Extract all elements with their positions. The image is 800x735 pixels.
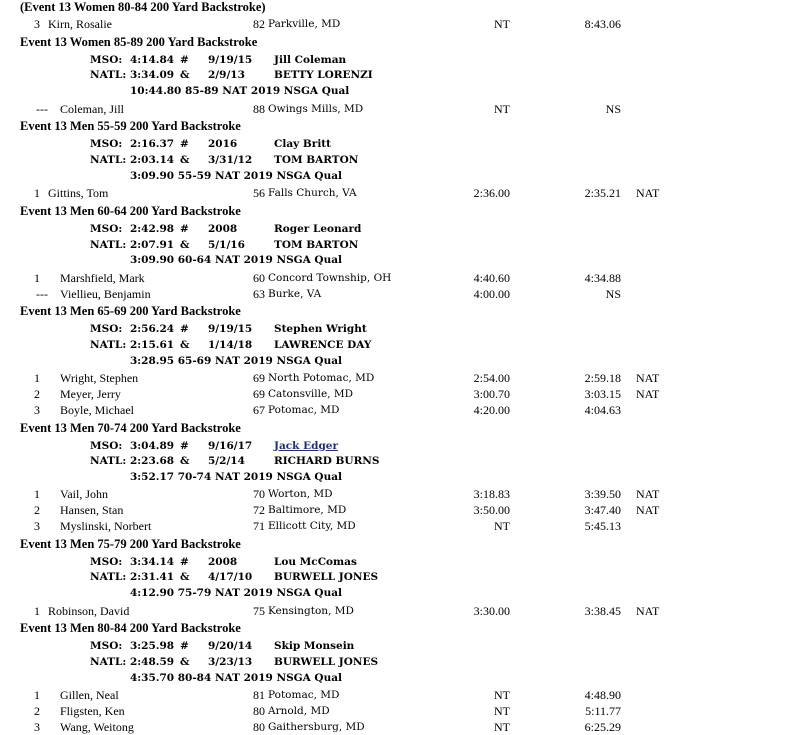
seed-time: NT (494, 719, 510, 734)
record-symbol: # (180, 53, 189, 66)
record-label: NATL: (90, 571, 127, 584)
qualifying-standard: 3:28.95 65-69 NAT 2019 NSGA Qual (130, 354, 342, 367)
entry-place: 3 (34, 17, 40, 31)
seed-time: NT (494, 17, 510, 31)
record-holder: Skip Monsein (274, 640, 355, 653)
swimmer-age: 69 (253, 387, 265, 401)
swimmer-city: Catonsville, MD (268, 388, 354, 400)
record-symbol: & (180, 656, 190, 668)
record-date: 9/16/17 (208, 439, 253, 452)
record-time: 2:31.41 (130, 571, 175, 584)
swimmer-age: 69 (253, 371, 265, 386)
swimmer-city: Potomac, MD (268, 403, 340, 416)
swimmer-city: Baltimore, MD (268, 504, 347, 517)
qualifying-standard: 4:35.70 80-84 NAT 2019 NSGA Qual (130, 671, 342, 684)
record-label: NATL: (90, 455, 127, 468)
record-date: 9/19/15 (208, 53, 253, 66)
seed-time: NT (494, 101, 510, 116)
finals-time: 4:48.90 (584, 688, 621, 703)
entry-place: 1 (34, 487, 40, 502)
swimmer-age: 63 (253, 286, 265, 301)
record-symbol: & (180, 339, 190, 351)
seed-time: 2:36.00 (473, 186, 510, 201)
event-title: Event 13 Men 80-84 200 Yard Backstroke (20, 621, 241, 636)
record-symbol: & (180, 154, 190, 166)
record-holder: Lou McComas (274, 555, 357, 568)
record-date: 9/19/15 (208, 323, 253, 336)
swimmer-name: Hansen, Stan (60, 503, 124, 518)
finals-time: 3:38.45 (584, 603, 621, 618)
record-label: MSO: (90, 223, 123, 235)
swimmer-age: 72 (253, 503, 265, 518)
record-date: 2008 (208, 555, 238, 568)
record-time: 2:07.91 (130, 238, 175, 251)
event-title: Event 13 Men 55-59 200 Yard Backstroke (20, 119, 241, 134)
seed-time: 4:20.00 (473, 402, 510, 417)
swimmer-city: North Potomac, MD (268, 372, 375, 385)
finals-time: 3:39.50 (584, 487, 621, 502)
entry-place: 3 (34, 519, 40, 533)
entry-place: 1 (34, 688, 40, 703)
swimmer-name: Meyer, Jerry (60, 387, 121, 401)
swimmer-age: 56 (253, 186, 265, 201)
swimmer-city: Parkville, MD (268, 18, 341, 30)
event-title: Event 13 Men 75-79 200 Yard Backstroke (20, 536, 241, 551)
event-title: Event 13 Men 60-64 200 Yard Backstroke (20, 204, 241, 218)
record-date: 2008 (208, 223, 238, 235)
swimmer-name: Viellieu, Benjamin (60, 286, 151, 301)
entry-place: 1 (34, 186, 40, 201)
swimmer-name: Wang, Weitong (60, 719, 134, 734)
finals-time: 3:47.40 (584, 503, 621, 518)
finals-time: 6:25.29 (584, 719, 621, 734)
swimmer-city: Ellicott City, MD (268, 520, 356, 532)
qualifying-standard: 3:09.90 60-64 NAT 2019 NSGA Qual (130, 254, 342, 267)
record-symbol: # (180, 323, 189, 336)
swimmer-name: Kirn, Rosalie (48, 17, 112, 31)
swimmer-age: 71 (253, 519, 265, 533)
seed-time: 3:18.83 (473, 487, 510, 502)
swimmer-name: Coleman, Jill (60, 101, 124, 116)
swimmer-city: Owings Mills, MD (268, 102, 364, 115)
qualifying-standard: 4:12.90 75-79 NAT 2019 NSGA Qual (130, 587, 342, 599)
swimmer-city: Worton, MD (268, 488, 333, 501)
record-time: 2:48.59 (130, 656, 175, 668)
record-time: 2:23.68 (130, 455, 175, 468)
finals-time: 8:43.06 (584, 17, 621, 31)
record-holder: BURWELL JONES (274, 656, 379, 668)
swimmer-name: Robinson, David (48, 603, 130, 618)
record-label: MSO: (90, 439, 123, 452)
record-time: 3:04.89 (130, 439, 175, 452)
record-symbol: # (180, 138, 189, 151)
seed-time: 3:50.00 (473, 503, 510, 518)
record-date: 3/31/12 (208, 154, 253, 166)
record-holder: Clay Britt (274, 138, 332, 151)
qualifier-note: NAT (636, 387, 660, 401)
record-time: 2:42.98 (130, 223, 175, 235)
finals-time: 2:35.21 (584, 186, 621, 201)
record-label: NATL: (90, 69, 127, 82)
seed-time: NT (494, 519, 510, 533)
record-time: 3:34.09 (130, 69, 175, 82)
swimmer-age: 80 (253, 704, 265, 718)
record-label: MSO: (90, 138, 123, 151)
qualifier-note: NAT (636, 186, 660, 201)
qualifier-note: NAT (636, 503, 660, 518)
finals-time: NS (605, 101, 621, 116)
seed-time: 2:54.00 (473, 371, 510, 386)
record-holder: Roger Leonard (274, 223, 362, 235)
swimmer-city: Burke, VA (268, 287, 322, 300)
entry-place: 1 (34, 603, 40, 618)
record-holder: BURWELL JONES (274, 571, 379, 584)
swimmer-name: Boyle, Michael (60, 402, 134, 417)
record-holder: Jill Coleman (274, 53, 347, 66)
record-date: 2016 (208, 138, 238, 151)
seed-time: 3:30.00 (473, 603, 510, 618)
record-symbol: & (180, 238, 190, 251)
record-holder: LAWRENCE DAY (274, 339, 372, 351)
record-time: 3:34.14 (130, 555, 175, 568)
record-date: 5/1/16 (208, 238, 245, 251)
swimmer-city: Potomac, MD (268, 689, 340, 702)
record-symbol: # (180, 640, 189, 653)
entry-place: 2 (34, 704, 40, 718)
swimmer-age: 80 (253, 719, 265, 734)
seed-time: 4:40.60 (473, 270, 510, 285)
seed-time: NT (494, 688, 510, 703)
record-time: 2:15.61 (130, 339, 175, 351)
entry-place: --- (36, 286, 48, 301)
record-holder: BETTY LORENZI (274, 69, 373, 82)
swimmer-city: Concord Township, OH (268, 271, 392, 284)
swimmer-age: 88 (253, 101, 265, 116)
record-time: 2:03.14 (130, 154, 175, 166)
record-label: NATL: (90, 238, 127, 251)
record-date: 2/9/13 (208, 69, 245, 82)
record-date: 3/23/13 (208, 656, 253, 668)
event-title: Event 13 Women 85-89 200 Yard Backstroke (20, 34, 258, 49)
entry-place: 2 (34, 503, 40, 518)
finals-time: NS (605, 286, 621, 301)
swimmer-age: 70 (253, 487, 265, 502)
record-symbol: # (180, 439, 189, 452)
swimmer-age: 75 (253, 603, 265, 618)
swimmer-age: 67 (253, 402, 265, 417)
swimmer-name: Marshfield, Mark (60, 270, 145, 285)
record-symbol: & (180, 69, 190, 82)
swimmer-age: 82 (253, 17, 265, 31)
record-date: 4/17/10 (208, 571, 253, 584)
swimmer-name: Gillen, Neal (60, 688, 119, 703)
event-title: Event 13 Men 70-74 200 Yard Backstroke (20, 420, 241, 435)
qualifier-note: NAT (636, 603, 660, 618)
record-symbol: & (180, 571, 190, 584)
swimmer-age: 60 (253, 270, 265, 285)
record-time: 2:16.37 (130, 138, 175, 151)
record-holder-link[interactable]: Jack Edger (274, 439, 338, 452)
swimmer-name: Wright, Stephen (60, 371, 139, 386)
record-time: 4:14.84 (130, 53, 175, 66)
record-date: 5/2/14 (208, 455, 245, 468)
record-symbol: # (180, 555, 189, 568)
entry-place: 3 (34, 402, 40, 417)
record-symbol: & (180, 455, 190, 468)
record-label: NATL: (90, 656, 127, 668)
entry-place: 1 (34, 371, 40, 386)
entry-place: 2 (34, 387, 40, 401)
record-holder: Stephen Wright (274, 323, 367, 336)
finals-time: 2:59.18 (584, 371, 621, 386)
seed-time: 3:00.70 (473, 387, 510, 401)
event-title: (Event 13 Women 80-84 200 Yard Backstroke) (20, 0, 266, 14)
record-holder: TOM BARTON (274, 154, 359, 166)
finals-time: 4:04.63 (584, 402, 621, 417)
swimmer-name: Gittins, Tom (48, 186, 109, 201)
swimmer-name: Vail, John (60, 487, 108, 502)
record-holder: TOM BARTON (274, 238, 359, 251)
swimmer-city: Falls Church, VA (268, 187, 357, 200)
seed-time: NT (494, 704, 510, 718)
qualifier-note: NAT (636, 487, 660, 502)
record-label: MSO: (90, 555, 123, 568)
qualifying-standard: 10:44.80 85-89 NAT 2019 NSGA Qual (130, 85, 350, 97)
entry-place: 1 (34, 270, 40, 285)
entry-place: 3 (34, 719, 40, 734)
swimmer-city: Kensington, MD (268, 604, 354, 617)
event-title: Event 13 Men 65-69 200 Yard Backstroke (20, 304, 241, 319)
finals-time: 5:45.13 (584, 519, 621, 533)
record-label: NATL: (90, 339, 127, 351)
qualifier-note: NAT (636, 371, 660, 386)
finals-time: 4:34.88 (584, 270, 621, 285)
record-time: 3:25.98 (130, 640, 175, 653)
entry-place: --- (36, 101, 48, 116)
finals-time: 5:11.77 (585, 704, 621, 718)
swimmer-name: Myslinski, Norbert (60, 519, 152, 533)
record-label: MSO: (90, 323, 123, 336)
record-time: 2:56.24 (130, 323, 175, 336)
record-label: MSO: (90, 53, 123, 66)
record-date: 9/20/14 (208, 640, 253, 653)
record-symbol: # (180, 223, 189, 235)
swimmer-city: Gaithersburg, MD (268, 720, 365, 733)
swimmer-age: 81 (253, 688, 265, 703)
record-label: MSO: (90, 640, 123, 653)
finals-time: 3:03.15 (584, 387, 621, 401)
record-date: 1/14/18 (208, 339, 253, 351)
qualifying-standard: 3:09.90 55-59 NAT 2019 NSGA Qual (130, 169, 342, 182)
qualifying-standard: 3:52.17 70-74 NAT 2019 NSGA Qual (130, 470, 342, 483)
swimmer-name: Fligsten, Ken (60, 704, 125, 718)
swimmer-city: Arnold, MD (268, 705, 330, 717)
record-label: NATL: (90, 154, 127, 166)
record-holder: RICHARD BURNS (274, 455, 380, 468)
seed-time: 4:00.00 (473, 286, 510, 301)
